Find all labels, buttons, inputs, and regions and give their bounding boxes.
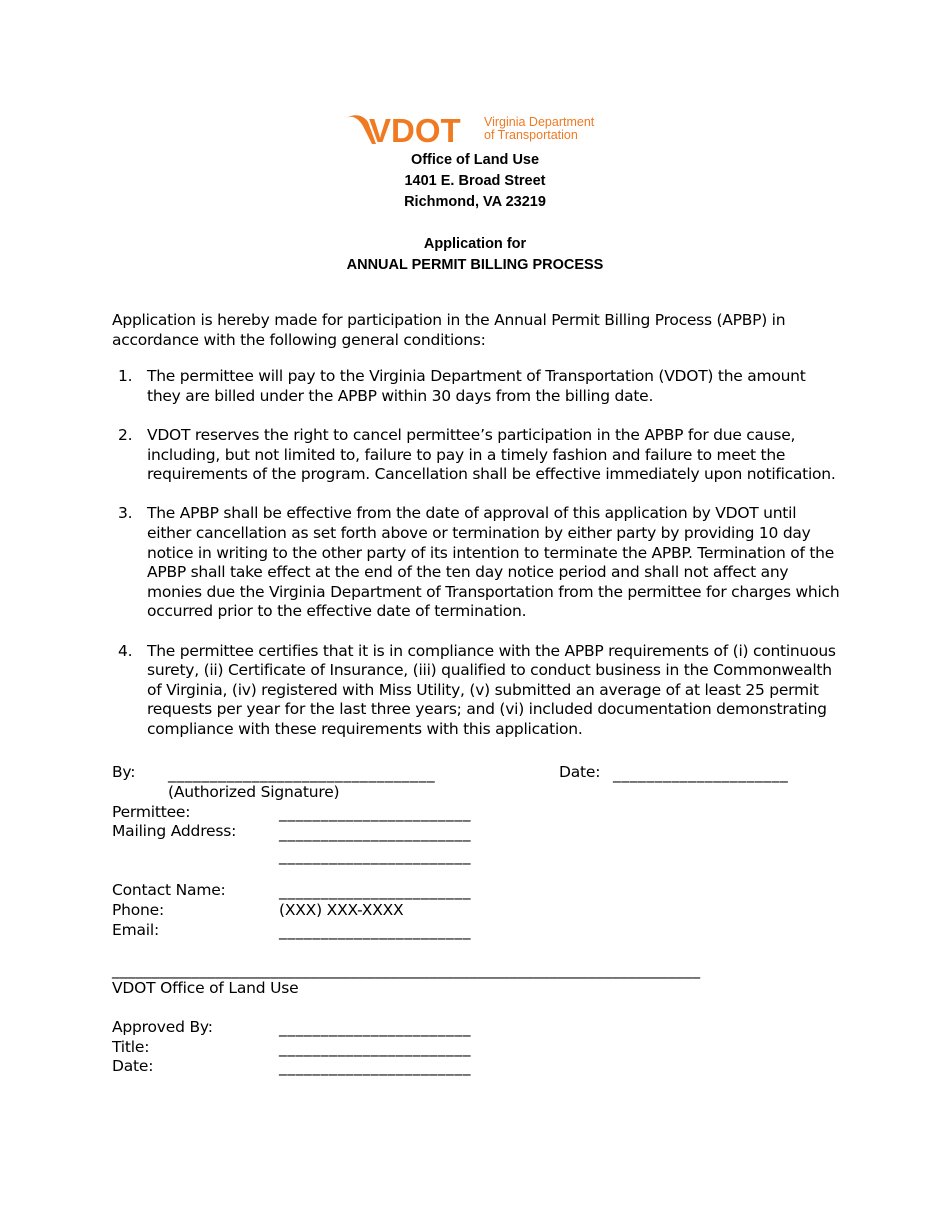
contact-name-label: Contact Name: [112, 881, 226, 899]
conditions-list [112, 367, 842, 739]
condition-item [112, 642, 842, 740]
approved-by-label: Approved By: [112, 1018, 213, 1036]
section-divider: __________________________________________________________________________ [112, 961, 701, 979]
approval-date-blank[interactable]: _______________________ [279, 1058, 472, 1076]
mailing-address-blank-1[interactable]: _______________________ [279, 824, 472, 842]
condition-text: The permittee certifies that it is in compliance with the APBP requirements of (i) continuous surety, (ii) Certificate of Insurance, (iii) qualified to conduct business in the Commonwealth of Virginia, (iv) registered with Miss Utility, (v) submitted an average of at least 25 permit requests per year for the last three years; and (vi) included documentation demonstrating compliance with these requirements with this application. [147, 641, 836, 738]
condition-text: VDOT reserves the right to cancel permittee’s participation in the APBP for due cause, including, but not limited to, failure to pay in a timely fashion and failure to meet the requirements of the program. Cancellation shall be effective immediately upon notification. [147, 425, 836, 484]
condition-item [112, 504, 842, 622]
approved-by-blank[interactable]: _______________________ [279, 1019, 472, 1037]
date-label: Date: [559, 763, 601, 781]
authorized-signature-caption: (Authorized Signature) [168, 783, 340, 801]
condition-number: 4. [118, 641, 133, 660]
office-street: 1401 E. Broad Street [404, 173, 546, 189]
phone-value[interactable]: (XXX) XXX-XXXX [279, 901, 404, 919]
condition-number: 2. [118, 425, 133, 444]
contact-name-blank[interactable]: _______________________ [279, 882, 472, 900]
application-line2: ANNUAL PERMIT BILLING PROCESS [346, 257, 604, 273]
office-name: Office of Land Use [410, 152, 540, 168]
condition-item [112, 367, 842, 406]
logo-line2: of Transportation [484, 128, 578, 142]
vdot-logo-graphic [342, 110, 612, 152]
by-label: By: [112, 763, 136, 781]
document-body [112, 311, 842, 759]
application-title [0, 234, 950, 276]
vdot-logo [342, 110, 612, 152]
condition-number: 3. [118, 504, 133, 523]
logo-wordmark: VDOT [369, 112, 461, 149]
office-address [0, 150, 950, 213]
condition-text: The APBP shall be effective from the date of approval of this application by VDOT until either cancellation as set forth above or termination by either party by providing 10 day notice in writing to the other party of its intention to terminate the APBP. Termination of the APBP shall take effect at the end of the ten day notice period and shall not affect any monies due the Virginia Department of Transportation from the permittee for charges which occurred prior to the effective date of termination. [147, 504, 840, 621]
mailing-address-label: Mailing Address: [112, 822, 237, 840]
date-blank[interactable]: _____________________ [613, 765, 789, 783]
office-city: Richmond, VA 23219 [404, 194, 546, 210]
email-label: Email: [112, 921, 160, 939]
signature-blank[interactable]: ________________________________ [168, 765, 436, 783]
vdot-office-heading: VDOT Office of Land Use [112, 979, 299, 997]
permittee-blank[interactable]: _______________________ [279, 804, 472, 822]
permittee-label: Permittee: [112, 803, 191, 821]
condition-item [112, 426, 842, 485]
mailing-address-blank-2[interactable]: _______________________ [279, 847, 472, 865]
title-label: Title: [112, 1038, 150, 1056]
phone-label: Phone: [112, 901, 165, 919]
intro-paragraph: Application is hereby made for participation in the Annual Permit Billing Process (APBP) in accordance with the following general conditions: [112, 311, 786, 349]
email-blank[interactable]: _______________________ [279, 922, 472, 940]
condition-number: 1. [118, 367, 133, 386]
title-blank[interactable]: _______________________ [279, 1039, 472, 1057]
approval-date-label: Date: [112, 1057, 154, 1075]
condition-text: The permittee will pay to the Virginia Department of Transportation (VDOT) the amount they are billed under the APBP within 30 days from the billing date. [147, 367, 806, 405]
logo-line1: Virginia Department [484, 115, 595, 129]
application-line1: Application for [423, 236, 527, 252]
